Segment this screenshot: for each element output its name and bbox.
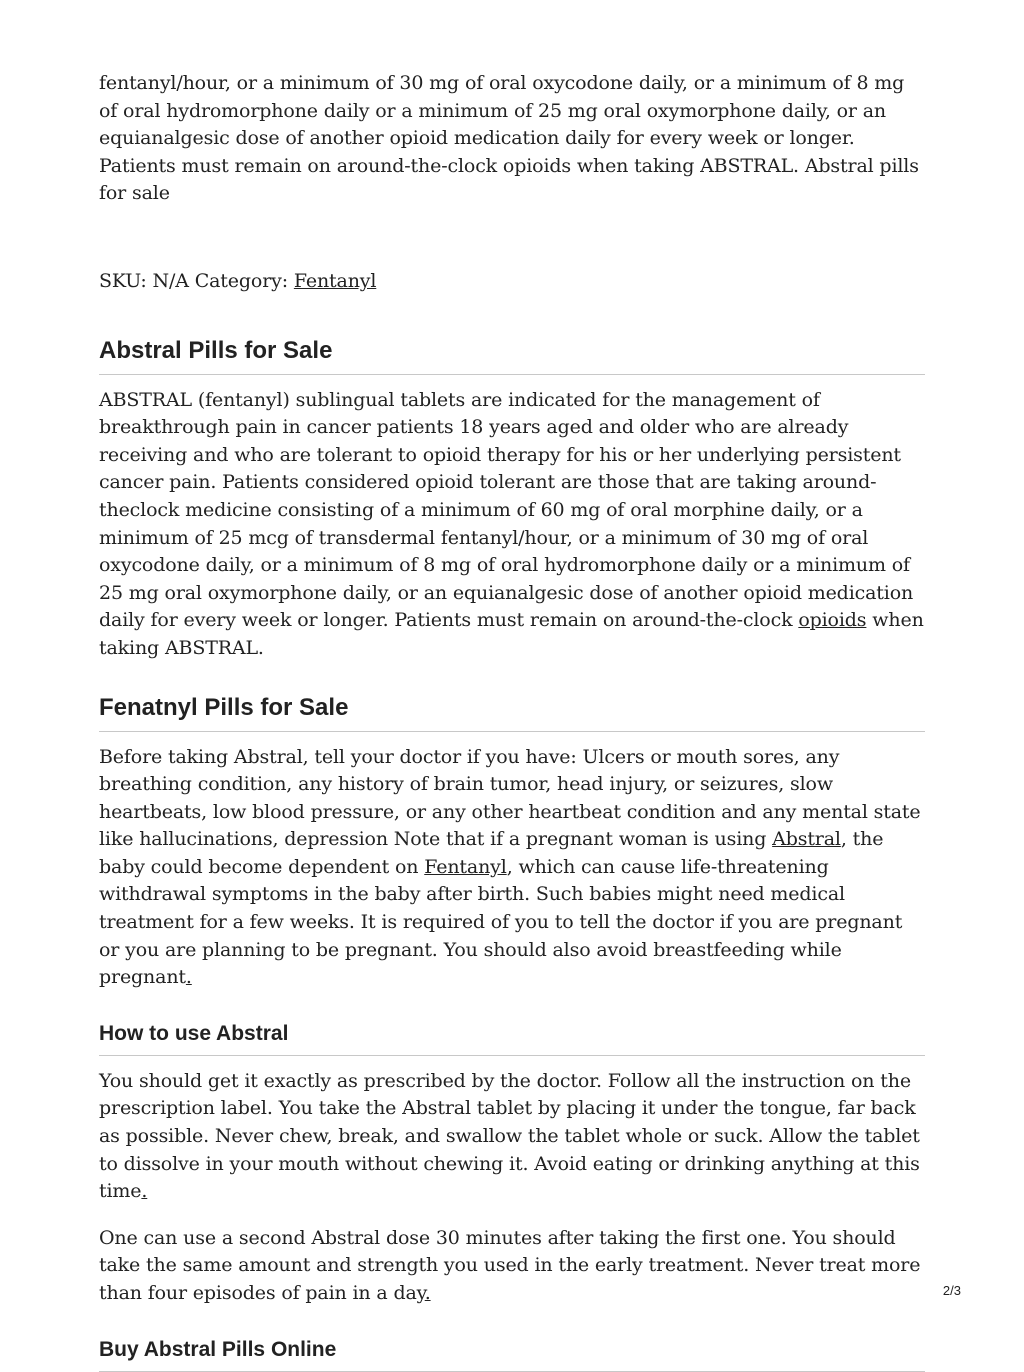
sku-category-label: SKU: N/A Category: <box>99 269 294 292</box>
section-how-to-use-abstral <box>99 1020 925 1308</box>
intro-paragraph: fentanyl/hour, or a minimum of 30 mg of oral oxycodone daily, or a minimum of 8 mg of oral hydromorphone daily or a minimum of 25 mg oral oxymorphone daily, or an equianalgesic dose of another opioid medication daily for every week or longer. Patients must remain on around-the-clock opioids when taking ABSTRAL. Abstral pills for sale <box>99 72 919 205</box>
how-to-text-1: You should get it exactly as prescribed by the doctor. Follow all the instruction on the prescription label. You take the Abstral tablet by placing it under the tongue, far back as possible. Never chew, break, and swallow the tablet whole or suck. Allow the tablet to dissolve in your mouth without chewing it. Avoid eating or drinking anything at this time <box>99 1069 920 1203</box>
heading-fenatnyl-pills-for-sale: Fenatnyl Pills for Sale <box>99 693 925 732</box>
section-buy-abstral-pills-online <box>99 1336 925 1372</box>
period-link-time[interactable]: . <box>141 1180 148 1203</box>
opioids-link[interactable]: opioids <box>798 609 867 632</box>
period-link-pregnant[interactable]: . <box>185 966 192 989</box>
fentanyl-link[interactable]: Fentanyl <box>424 855 507 878</box>
page-number: 2/3 <box>942 1283 961 1298</box>
how-to-use-paragraph-2 <box>99 1225 925 1308</box>
fenatnyl-sale-paragraph <box>99 744 925 992</box>
category-link-fentanyl[interactable]: Fentanyl <box>293 269 377 292</box>
how-to-use-paragraph-1 <box>99 1068 925 1206</box>
fenatnyl-text-a: Before taking Abstral, tell your doctor if you have: Ulcers or mouth sores, any breathing condition, any history of brain tumor, head injury, or seizures, slow heartbeats, low blood pressure, or any other heartbeat condition and any mental state like hallucinations, depression Note that if a pregnant woman is using <box>99 745 921 851</box>
heading-buy-abstral-pills-online: Buy Abstral Pills Online <box>99 1336 925 1372</box>
fenatnyl-text-b: , the baby could become dependent on <box>99 828 884 878</box>
document-page <box>99 70 925 1372</box>
abstral-link[interactable]: Abstral <box>772 828 841 851</box>
fenatnyl-text-c: , which can cause life-threatening withdrawal symptoms in the baby after birth. Such babies might need medical treatment for a few weeks. It is required of you to tell the doctor if you are pregnant or you are planning to be pregnant. You should also avoid breastfeeding while pregnant <box>99 855 903 989</box>
heading-abstral-pills-for-sale: Abstral Pills for Sale <box>99 336 925 375</box>
how-to-text-2: One can use a second Abstral dose 30 minutes after taking the first one. You should take the same amount and strength you used in the early treatment. Never treat more than four episodes of pain in a day <box>99 1226 921 1304</box>
section-abstral-pills-for-sale <box>99 336 925 663</box>
abstral-sale-paragraph <box>99 387 925 663</box>
abstral-sale-text-a: ABSTRAL (fentanyl) sublingual tablets are indicated for the management of breakthrough pain in cancer patients 18 years aged and older who are already receiving and who are tolerant to opioid therapy for his or her underlying persistent cancer pain. Patients considered opioid tolerant are those that are taking around-theclock medicine consisting of a minimum of 60 mg of oral morphine daily, or a minimum of 25 mcg of transdermal fentanyl/hour, or a minimum of 30 mg of oral oxycodone daily, or a minimum of 8 mg of oral hydromorphone daily or a minimum of 25 mg oral oxymorphone daily, or an equianalgesic dose of another opioid medication daily for every week or longer. Patients must remain on around-the-clock <box>99 388 914 632</box>
section-fenatnyl-pills-for-sale <box>99 693 925 992</box>
period-link-day[interactable]: . <box>424 1282 431 1304</box>
abstral-sale-text-b: when taking ABSTRAL. <box>99 609 924 659</box>
product-meta <box>99 268 925 296</box>
heading-how-to-use-abstral: How to use Abstral <box>99 1020 925 1056</box>
